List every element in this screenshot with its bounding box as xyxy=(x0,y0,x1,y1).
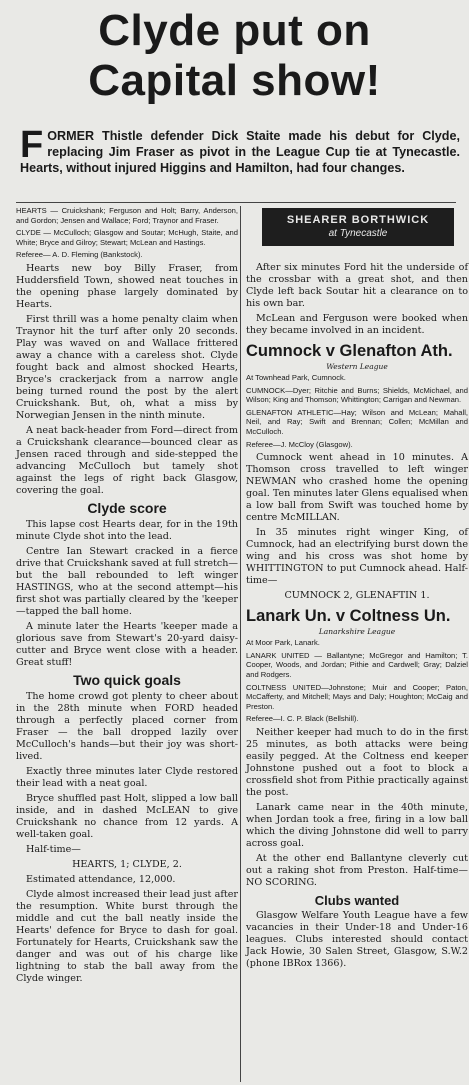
lanark-lineup-home: LANARK UNITED — Ballantyne; McGregor and Hamilton; T. Cooper, Woods, and Jordan; Pithie and Cardwell; Gray; Dalziel and Rodgers. xyxy=(246,650,468,679)
report-paragraph: First thrill was a home penalty claim when Traynor hit the turf after only 20 seconds. Play was waved on and Wallace frittered away a chance with a careless shot. Clyde fought back and almost shocked Hearts, Bryce's crackerjack from a narrow angle being turned round the post by the alert Cruickshank. But, oh, what a miss by Norwegian Jensen in the ninth minute. xyxy=(16,313,238,421)
cumnock-league: Western League xyxy=(326,362,388,371)
report-paragraph: Centre Ian Stewart cracked in a fierce drive that Cruickshank saved at full stretch—but the ball rebounded to left winger HASTINGS, who at the second attempt—his first shot was partially cleared by the 'keeper—tapped the ball home. xyxy=(16,545,238,617)
cumnock-lineup-home: CUMNOCK—Dyer; Ritchie and Burns; Shields, McMichael, and Wilson; King and Thomson; Whittington; Carrigan and Newman. xyxy=(246,385,468,405)
byline-name: SHEARER BORTHWICK xyxy=(286,214,430,226)
subhead-two-quick-goals: Two quick goals xyxy=(73,671,181,688)
subhead-clyde-score: Clyde score xyxy=(87,499,167,516)
intro-divider xyxy=(16,202,456,203)
lanark-referee: Referee—I. C. P. Black (Bellshill). xyxy=(246,714,359,724)
headline-line-1: Clyde put on xyxy=(98,6,371,55)
lineup-hearts: HEARTS — Cruickshank; Ferguson and Holt; Barry, Anderson, and Gordon; Jensen and Wallace; Ford; Traynor and Fraser. xyxy=(16,206,238,225)
intro-paragraph xyxy=(20,124,460,176)
cumnock-paragraph: Cumnock went ahead in 10 minutes. A Thomson cross travelled to left winger NEWMAN who crashed home the opening goal. Ten minutes later Glens equalised when a low ball from Swift was touched home by centre McMILLAN. xyxy=(246,452,468,524)
byline-venue: at Tynecastle xyxy=(328,228,388,239)
halftime-score: HEARTS, 1; CLYDE, 2. xyxy=(72,858,182,870)
lanark-paragraph: Lanark came near in the 40th minute, when Jordan took a free, firing in a low ball which the diving Johnstone did well to parry across goal. xyxy=(246,801,468,849)
report-paragraph: After six minutes Ford hit the underside of the crossbar with a great shot, and then Clyde left back Soutar hit a clearance on to his own bar. xyxy=(246,262,468,309)
clubs-wanted-title: Clubs wanted xyxy=(314,892,400,908)
report-paragraph: This lapse cost Hearts dear, for in the 19th minute Clyde shot into the lead. xyxy=(16,518,238,542)
attendance: Estimated attendance, 12,000. xyxy=(26,873,176,885)
report-paragraph: McLean and Ferguson were booked when they became involved in an incident. xyxy=(246,313,468,336)
column-divider xyxy=(240,206,241,1082)
left-column xyxy=(16,206,238,988)
lanark-paragraph: At the other end Ballantyne cleverly cut out a raking shot from Preston. Half-time—NO SCORING. xyxy=(246,852,468,888)
drop-cap: F xyxy=(20,124,44,166)
intro-text: ORMER Thistle defender Dick Staite made his debut for Clyde, replacing Jim Fraser as pivot in the League Cup tie at Tynecastle. Hearts, without injured Higgins and Hamilton, had four changes. xyxy=(20,129,460,175)
report-paragraph: A minute later the Hearts 'keeper made a glorious save from Stewart's 20-yard daisy-cutter and Bryce went close with a header. Great stuff! xyxy=(16,620,238,668)
report-paragraph: Clyde almost increased their lead just after the resumption. White burst through the middle and cut the ball neatly inside the Hearts' defence for Bryce to dash for goal. Fortunately for Hearts, Cruickshank saw the danger and was out of his charge like lightning to stab the ball away from the Clyde winger. xyxy=(16,888,238,984)
cumnock-title: Cumnock v Glenafton Ath. xyxy=(246,342,453,360)
lineup-clyde: CLYDE — McCulloch; Glasgow and Soutar; McHugh, Staite, and White; Bryce and Gilroy; Stewart; McLean and Hastings. xyxy=(16,228,238,247)
cumnock-score: CUMNOCK 2, GLENAFTIN 1. xyxy=(284,590,430,602)
lanark-lineup-away: COLTNESS UNITED—Johnstone; Muir and Cooper; Paton, McCafferty, and Mitchell; Mays and Daly; Houghton; McCaig and Preston. xyxy=(246,682,468,711)
cumnock-venue: At Townhead Park, Cumnock. xyxy=(246,373,346,382)
report-paragraph: Exactly three minutes later Clyde restored their lead with a neat goal. xyxy=(16,765,238,789)
referee-line: Referee— A. D. Fleming (Bankstock). xyxy=(16,250,143,260)
lanark-title: Lanark Un. v Coltness Un. xyxy=(246,607,451,626)
report-paragraph: The home crowd got plenty to cheer about in the 28th minute when FORD headed through a perfectly placed corner from Fraser — the ball dropped lazily over McCulloch's hands—but their joy was short-lived. xyxy=(16,690,238,762)
headline xyxy=(0,6,469,106)
byline-box xyxy=(262,208,454,246)
clubs-wanted-text: Glasgow Welfare Youth League have a few vacancies in their Under-18 and Under-16 leagues. Clubs interested should contact Jack Howie, 30 Salen Street, Glasgow, S.W.2 (phone IBRox 1366). xyxy=(246,909,468,969)
report-paragraph: A neat back-header from Ford—direct from a Cruickshank clearance—bounced clear as Jensen raced through and side-stepped the advancing McCulloch but tamely shot against the legs of right back Glasgow, covering the goal. xyxy=(16,424,238,496)
lanark-league: Lanarkshire League xyxy=(318,627,396,637)
cumnock-lineup-away: GLENAFTON ATHLETIC—Hay; Wilson and McLean; Mahall, Neil, and Ray; Swift and Brennan; Collen; McMillan and McCulloch. xyxy=(246,407,468,436)
report-paragraph: Bryce shuffled past Holt, slipped a low ball inside, and in dashed McLEAN to give Cruickshank no chance from 12 yards. A well-taken goal. xyxy=(16,792,238,840)
halftime-label: Half-time— xyxy=(26,843,81,855)
cumnock-referee: Referee—J. McCloy (Glasgow). xyxy=(246,439,353,449)
lanark-venue: At Moor Park, Lanark. xyxy=(246,638,320,648)
report-paragraph: Hearts new boy Billy Fraser, from Huddersfield Town, showed neat touches in the opening phase largely dominated by Hearts. xyxy=(16,262,238,310)
lanark-paragraph: Neither keeper had much to do in the first 25 minutes, as both attacks were being easily pegged. At the Coltness end keeper Johnstone pushed out a foot to block a crossfield shot from Pithie practically against the post. xyxy=(246,726,468,798)
cumnock-paragraph: In 35 minutes right winger King, of Cumnock, had an electrifying burst down the wing and his cross was shot home by WHITTINGTON to put Cumnock ahead. Half-time— xyxy=(246,527,468,587)
headline-line-2: Capital show! xyxy=(88,56,381,105)
right-column xyxy=(246,262,468,973)
